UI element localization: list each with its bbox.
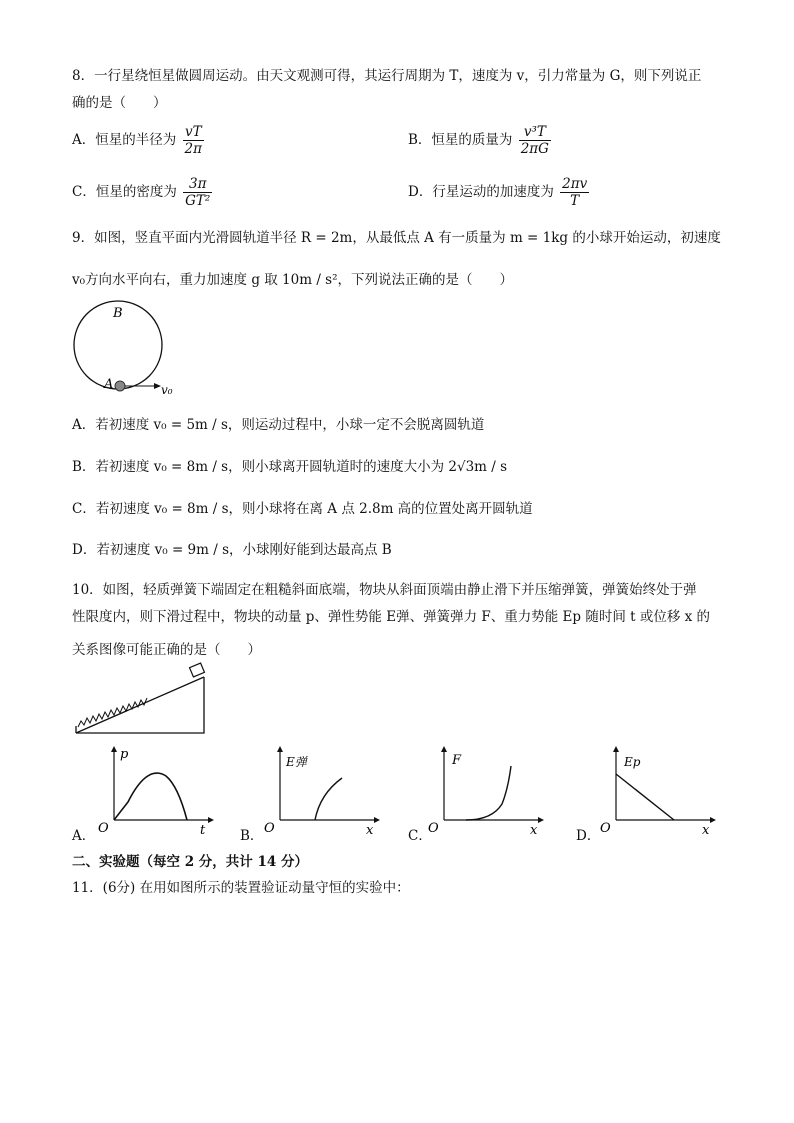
graph-c-x-arrow: [538, 817, 544, 823]
q9-circle-figure: [66, 298, 186, 398]
q9-option-b: B．若初速度 v₀ = 8m / s，则小球离开圆轨道时的速度大小为 2√3m / s: [72, 459, 508, 475]
graph-c-y-arrow: [441, 746, 447, 752]
q8-option-b: [408, 124, 553, 157]
q11-stem: 11．(6分) 在用如图所示的装置验证动量守恒的实验中：: [72, 880, 410, 896]
graph-a-x-label: t: [200, 823, 206, 836]
graph-d-y-arrow: [613, 746, 619, 752]
graph-d-option-label: D．: [576, 828, 601, 844]
graph-a-y-arrow: [111, 746, 117, 752]
point-b-label: B: [113, 306, 123, 321]
q8-option-c: [72, 176, 214, 209]
graph-c-option-label: C．: [408, 828, 432, 844]
section-heading: 二、实验题（每空 2 分，共计 14 分）: [72, 854, 308, 870]
q8-option-d: [408, 176, 591, 209]
q8-option-b-numerator: v³T: [519, 124, 551, 141]
graph-d-x-label: x: [702, 823, 710, 836]
q10-stem-line2: 性限度内，则下滑过程中，物块的动量 p、弹性势能 E弹、弹簧弹力 F、重力势能 Ep 随时间 t 或位移 x 的: [72, 609, 711, 625]
graph-d-x-arrow: [710, 817, 716, 823]
graph-b-y-label: E弹: [286, 755, 307, 769]
q10-incline-figure: [70, 660, 215, 740]
q9-option-d: D．若初速度 v₀ = 9m / s，小球刚好能到达最高点 B: [72, 542, 392, 558]
graph-c-x-label: x: [530, 823, 538, 836]
graph-a-curve: [114, 773, 187, 820]
q8-option-d-fraction: [560, 176, 589, 209]
graph-a-x-arrow: [208, 817, 214, 823]
v0-label: v₀: [161, 383, 173, 397]
graph-a-option-label: A．: [72, 828, 96, 844]
block: [190, 663, 205, 677]
graph-a: [92, 744, 217, 836]
q8-option-c-label: C．恒星的密度为: [72, 184, 177, 200]
graph-d: [594, 744, 719, 836]
graph-b-x-label: x: [366, 823, 374, 836]
q8-option-c-numerator: 3π: [183, 176, 212, 193]
q10-stem-line3: 关系图像可能正确的是（ ）: [72, 642, 261, 658]
graph-d-y-label: Ep: [624, 755, 641, 769]
q8-option-c-fraction: [183, 176, 212, 209]
graph-c-y-label: F: [452, 753, 462, 768]
q8-stem-line2: 确的是（ ）: [72, 95, 167, 111]
q8-option-a-numerator: vT: [183, 124, 204, 141]
q8-option-d-label: D．行星运动的加速度为: [408, 184, 554, 200]
spring: [78, 698, 147, 727]
incline-surface: [76, 677, 204, 733]
q9-option-a: A．若初速度 v₀ = 5m / s，则运动过程中，小球一定不会脱离圆轨道: [72, 417, 485, 433]
graph-a-y-label: p: [120, 747, 129, 762]
ball: [115, 381, 125, 391]
graph-b-origin: O: [264, 821, 275, 836]
graph-b: [258, 744, 383, 836]
q8-option-c-denominator: GT²: [185, 193, 211, 209]
graph-d-line: [616, 774, 674, 820]
graph-a-origin: O: [98, 821, 109, 836]
graph-d-origin: O: [600, 821, 611, 836]
graph-c-curve: [466, 766, 511, 820]
graph-b-x-arrow: [374, 817, 380, 823]
point-a-label: A: [104, 377, 114, 392]
q8-stem-line1: 8．一行星绕恒星做圆周运动。由天文观测可得，其运行周期为 T，速度为 v，引力常量为 G，则下列说正: [72, 68, 702, 84]
q8-option-d-denominator: T: [570, 193, 580, 209]
q9-stem-line1: 9．如图，竖直平面内光滑圆轨道半径 R = 2m，从最低点 A 有一质量为 m = 1kg 的小球开始运动，初速度: [72, 230, 721, 246]
velocity-arrow-head: [154, 383, 161, 389]
q9-option-c: C．若初速度 v₀ = 8m / s，则小球将在离 A 点 2.8m 高的位置处离开圆轨道: [72, 501, 533, 517]
q8-option-d-numerator: 2πv: [562, 176, 588, 192]
graph-b-option-label: B．: [240, 828, 264, 844]
q8-option-a-fraction: [183, 124, 204, 157]
q8-option-a-label: A．恒星的半径为: [72, 132, 177, 148]
q8-option-a-denominator: 2π: [184, 141, 203, 157]
graph-c: [422, 744, 547, 836]
q8-option-b-label: B．恒星的质量为: [408, 132, 513, 148]
q8-option-b-denominator: 2πG: [520, 141, 549, 157]
q9-stem-line2: v₀方向水平向右，重力加速度 g 取 10m / s²，下列说法正确的是（ ）: [72, 272, 514, 288]
q10-stem-line1: 10．如图，轻质弹簧下端固定在粗糙斜面底端，物块从斜面顶端由静止滑下并压缩弹簧，弹簧始终处于弹: [72, 582, 697, 598]
q8-option-b-fraction: [519, 124, 551, 157]
graph-b-y-arrow: [277, 746, 283, 752]
q8-option-a: [72, 124, 206, 157]
graph-b-curve: [315, 778, 342, 820]
graph-c-origin: O: [428, 821, 439, 836]
